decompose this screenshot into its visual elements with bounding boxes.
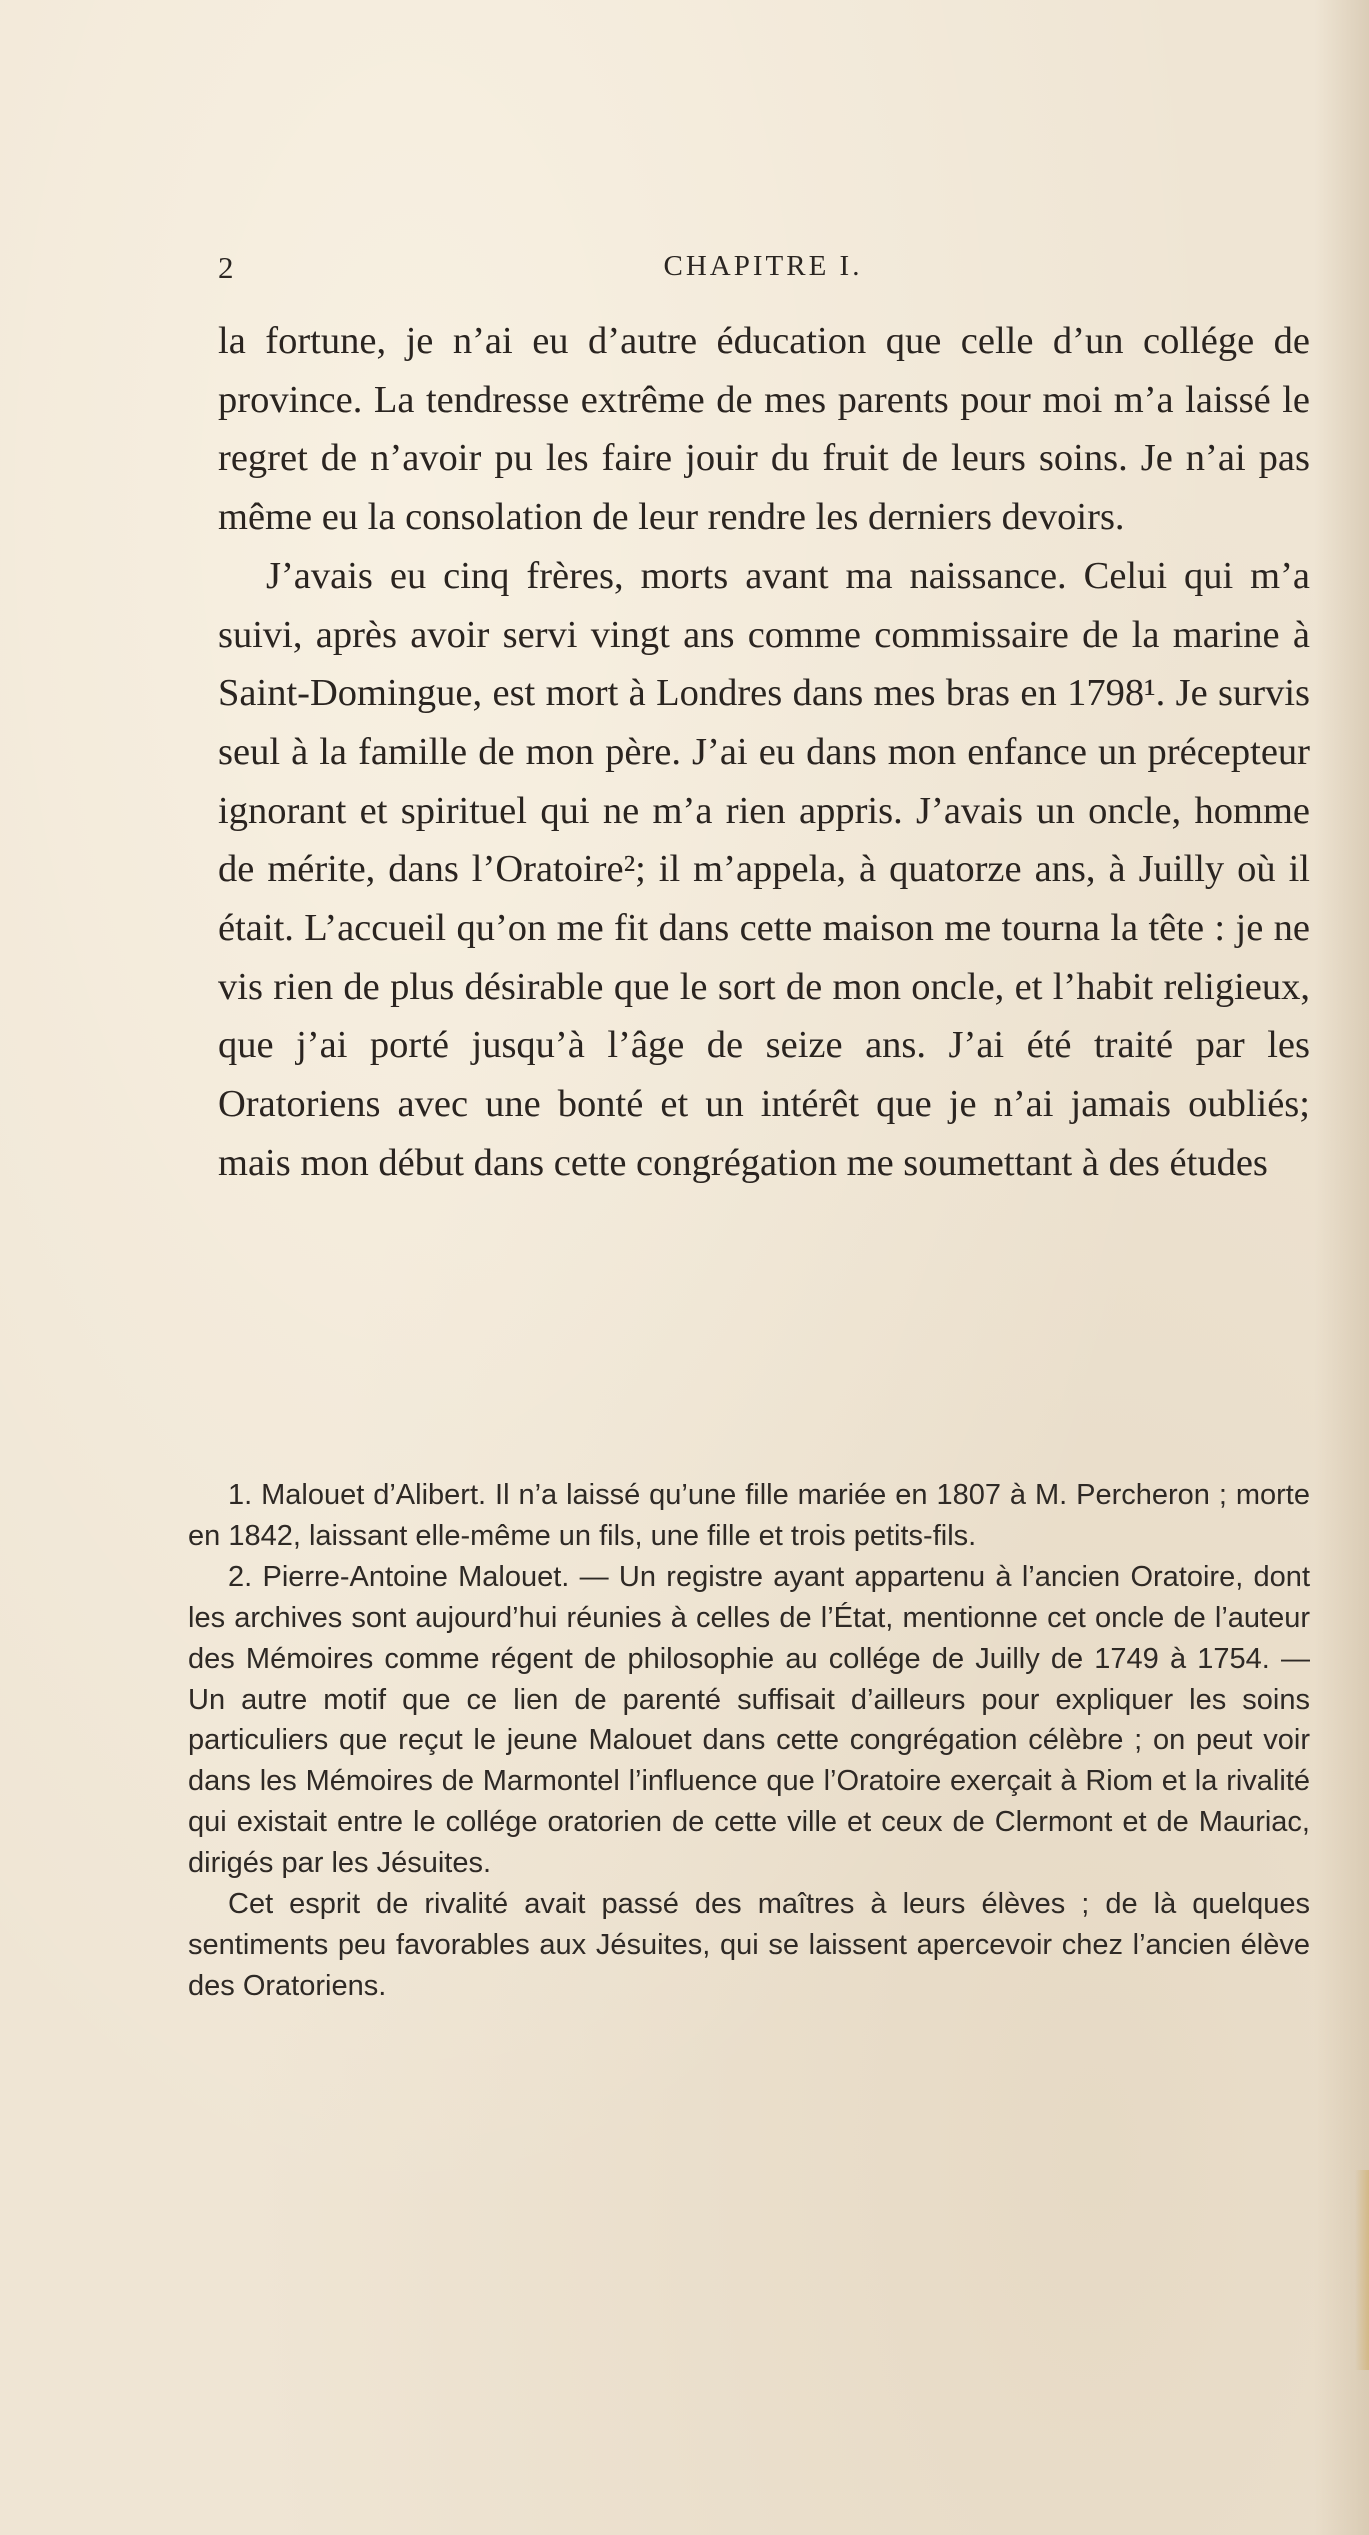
paragraph: la fortune, je n’ai eu d’autre éducation que celle d’un collége de province. La tendresse extrême de mes parents pour moi m’a laissé le regret de n’avoir pu les faire jouir du fruit de leurs soins. Je n’ai pas même eu la consolation de leur rendre les derniers devoirs. xyxy=(218,320,1310,539)
main-text xyxy=(218,312,1310,1193)
footnote-1: 1. Malouet d’Alibert. Il n’a laissé qu’une fille mariée en 1807 à M. Percheron ; morte en 1842, laissant elle-même un fils, une fille et trois petits-fils. xyxy=(188,1479,1310,1552)
footnotes xyxy=(188,1475,1310,2007)
page-edge-stain xyxy=(1355,2170,1369,2370)
page-number: 2 xyxy=(218,250,235,285)
running-title: CHAPITRE I. xyxy=(663,250,863,282)
footnote-2: 2. Pierre-Antoine Malouet. — Un registre ayant appartenu à l’ancien Oratoire, dont les archives sont aujourd’hui réunies à celles de l’État, mentionne cet oncle de l’auteur des Mémoires comme régent de philosophie au collége de Juilly de 1749 à 1754. — Un autre motif que ce lien de parenté suffisait d’ailleurs pour expliquer les soins particuliers que reçut le jeune Malouet dans cette congrégation célèbre ; on peut voir dans les Mémoires de Marmontel l’influence que l’Oratoire exerçait à Riom et la rivalité qui existait entre le collége oratorien de cette ville et ceux de Clermont et de Mauriac, dirigés par les Jésuites. xyxy=(188,1560,1310,1880)
running-head xyxy=(218,250,1308,296)
footnote-2-continued: Cet esprit de rivalité avait passé des maîtres à leurs élèves ; de là quelques sentiments peu favorables aux Jésuites, qui se laissent apercevoir chez l’ancien élève des Oratoriens. xyxy=(188,1888,1310,2002)
paragraph: J’avais eu cinq frères, morts avant ma naissance. Celui qui m’a suivi, après avoir servi vingt ans comme commissaire de la marine à Saint-Domingue, est mort à Londres dans mes bras en 1798¹. Je survis seul à la famille de mon père. J’ai eu dans mon enfance un précepteur ignorant et spirituel qui ne m’a rien appris. J’avais un oncle, homme de mérite, dans l’Oratoire²; il m’appela, à quatorze ans, à Juilly où il était. L’accueil qu’on me fit dans cette maison me tourna la tête : je ne vis rien de plus désirable que le sort de mon oncle, et l’habit religieux, que j’ai porté jusqu’à l’âge de seize ans. J’ai été traité par les Oratoriens avec une bonté et un intérêt que je n’ai jamais oubliés; mais mon début dans cette congrégation me soumettant à des études xyxy=(218,554,1310,1184)
